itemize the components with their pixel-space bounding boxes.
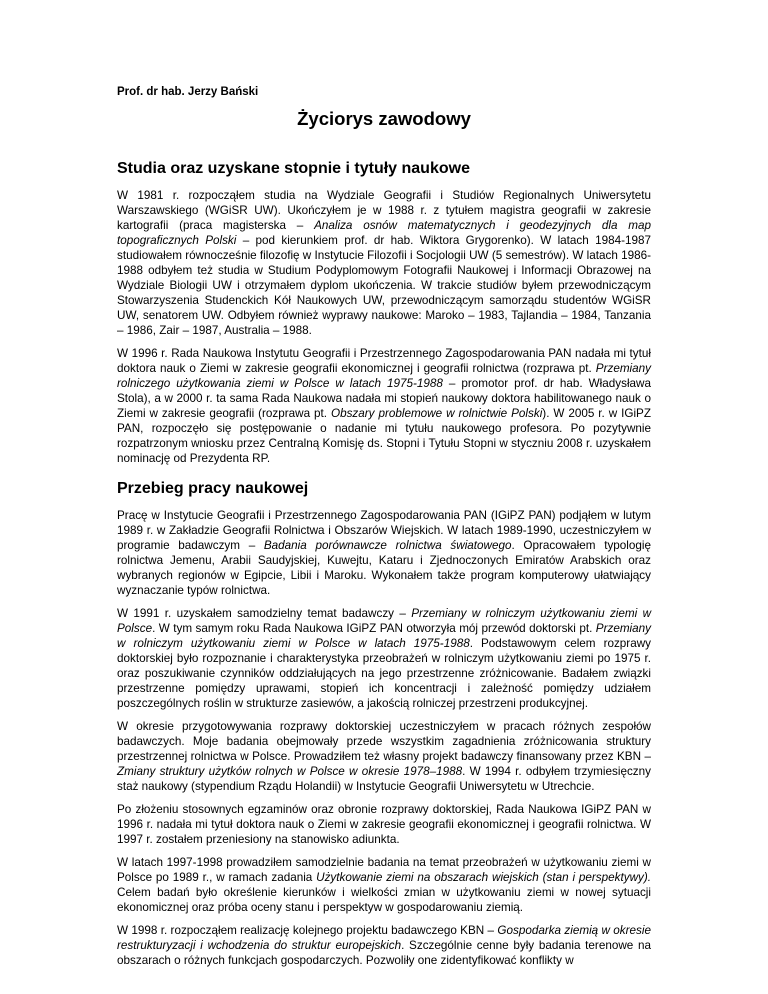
task-title: Użytkowanie ziemi na obszarach wiejskich (stan i perspektywy). <box>316 871 651 884</box>
page-title: Życiorys zawodowy <box>297 108 471 129</box>
doctoral-thesis-title: Przemiany w rolniczym użytkowaniu ziemi w Polsce w latach 1975-1988 <box>117 622 651 650</box>
paragraph-studies-1: W 1981 r. rozpocząłem studia na Wydziale Geografii i Studiów Regionalnych Uniwersytetu Warszawskiego (WGiSR UW). Ukończyłem je w 1988 r. z tytułem magistra geografii w zakresie kartografii (praca magisterska – Analiza osnów matematycznych i geodezyjnych dla map topograficznych Polski – pod kierunkiem prof. dr hab. Wiktora Grygorenko). W latach 1984-1987 studiowałem równocześnie filozofię w Instytucie Filozofii i Socjologii UW (5 semestrów). W latach 1986-1988 odbyłem też studia w Studium Podyplomowym Fotografii Naukowej i Informacji Obrazowej na Wydziale Biologii UW i otrzymałem dyplom ukończenia. W trakcie studiów byłem przewodniczącym Stowarzyszenia Studenckich Kół Naukowych UW, przewodniczącym samorządu studentów WGiSR UW, senatorem UW. Odbyłem również wyprawy naukowe: Maroko – 1983, Tajlandia – 1984, Tanzania – 1986, Zair – 1987, Australia – 1988. <box>117 189 652 337</box>
paragraph-career-4: Po złożeniu stosownych egzaminów oraz obronie rozprawy doktorskiej, Rada Naukowa IGiPZ PAN w 1996 r. nadała mi tytuł doktora nauk o Ziemi w zakresie geografii ekonomicznej i geografii rolnictwa. W 1997 r. zostałem przeniesiony na stanowisko adiunkta. <box>117 803 651 846</box>
project-title-kbn: Zmiany struktury użytków rolnych w Polsce w okresie 1978–1988 <box>117 765 463 778</box>
thesis-title-master: Analiza osnów matematycznych i geodezyjnych dla map topograficznych Polski <box>117 219 652 247</box>
program-title: Badania porównawcze rolnictwa światowego <box>263 539 512 552</box>
project-title-kbn-2: Gospodarka ziemią w okresie restrukturyzacji i wchodzenia do struktur europejskich <box>117 924 651 952</box>
research-topic-title: Przemiany w rolniczym użytkowaniu ziemi w Polsce <box>117 607 652 635</box>
paragraph-career-5: W latach 1997-1998 prowadziłem samodzielnie badania na temat przeobrażeń w użytkowaniu ziemi w Polsce po 1989 r., w ramach zadania Użytkowanie ziemi na obszarach wiejskich (stan i perspektywy). Celem badań było określenie kierunków i wielkości zmian w użytkowaniu ziemi w nowej sytuacji ekonomicznej oraz próba oceny stanu i perspektyw w gospodarowaniu ziemią. <box>117 856 651 914</box>
author-name: Prof. dr hab. Jerzy Bański <box>117 86 259 98</box>
paragraph-career-1: Pracę w Instytucie Geografii i Przestrzennego Zagospodarowania PAN (IGiPZ PAN) podjąłem w lutym 1989 r. w Zakładzie Geografii Rolnictwa i Obszarów Wiejskich. W latach 1989-1990, uczestniczyłem w programie badawczym – Badania porównawcze rolnictwa światowego. Opracowałem typologię rolnictwa Jemenu, Arabii Saudyjskiej, Kuwejtu, Kataru i Zjednoczonych Emiratów Arabskich oraz wybranych regionów w Egipcie, Libii i Maroku. Wykonałem także program komputerowy ułatwiający wyznaczanie typów rolnictwa. <box>117 509 651 597</box>
paragraph-career-6: W 1998 r. rozpocząłem realizację kolejnego projektu badawczego KBN – Gospodarka ziemią w okresie restrukturyzacji i wchodzenia do struktur europejskich. Szczególnie cenne były badania terenowe na obszarach o różnych funkcjach gospodarczych. Pozwoliły one zidentyfikować konflikty w <box>117 924 651 967</box>
paragraph-career-2: W 1991 r. uzyskałem samodzielny temat badawczy – Przemiany w rolniczym użytkowaniu ziemi w Polsce. W tym samym roku Rada Naukowa IGiPZ PAN otworzyła mój przewód doktorski pt. Przemiany w rolniczym użytkowaniu ziemi w Polsce w latach 1975-1988. Podstawowym celem rozprawy doktorskiej było rozpoznanie i charakterystyka przeobrażeń w rolniczym użytkowaniu ziemi po 1975 r. oraz poszukiwanie czynników oddziałujących na jego przestrzenne zróżnicowanie. Badałem związki przestrzenne pomiędzy uprawami, stopień ich koncentracji i zależność pomiędzy udziałem poszczególnych roślin w strukturze zasiewów, a jakością rolniczej przestrzeni produkcyjnej. <box>117 607 652 710</box>
section-heading-career: Przebieg pracy naukowej <box>117 480 309 497</box>
thesis-title-doctoral: Przemiany rolniczego użytkowania ziemi w Polsce w latach 1975-1988 <box>117 362 651 390</box>
paragraph-career-3: W okresie przygotowywania rozprawy doktorskiej uczestniczyłem w pracach różnych zespołów badawczych. Moje badania obejmowały przede wszystkim zagadnienia zróżnicowania struktury przestrzennej rolnictwa w Polsce. Prowadziłem też własny projekt badawczy finansowany przez KBN – Zmiany struktury użytków rolnych w Polsce w okresie 1978–1988. W 1994 r. odbyłem trzymiesięczny staż naukowy (stypendium Rządu Holandii) w Instytucie Geografii Uniwersytetu w Utrechcie. <box>117 720 651 793</box>
thesis-title-habilitation: Obszary problemowe w rolnictwie Polski <box>331 407 543 420</box>
paragraph-studies-2: W 1996 r. Rada Naukowa Instytutu Geografii i Przestrzennego Zagospodarowania PAN nadała mi tytuł doktora nauk o Ziemi w zakresie geografii ekonomicznej i geografii rolnictwa (rozprawa pt. Przemiany rolniczego użytkowania ziemi w Polsce w latach 1975-1988 – promotor prof. dr hab. Władysława Stola), a w 2000 r. ta sama Rada Naukowa nadała mi stopień naukowy doktora habilitowanego nauk o Ziemi w zakresie geografii (rozprawa pt. Obszary problemowe w rolnictwie Polski). W 2005 r. w IGiPZ PAN, rozpoczęło się postępowanie o nadanie mi tytułu naukowego profesora. Po pozytywnie rozpatrzonym wniosku przez Centralną Komisję ds. Stopni i Tytułu Stopni w styczniu 2008 r. uzyskałem nominację od Prezydenta RP. <box>117 347 651 465</box>
section-heading-studies: Studia oraz uzyskane stopnie i tytuły naukowe <box>117 160 470 177</box>
